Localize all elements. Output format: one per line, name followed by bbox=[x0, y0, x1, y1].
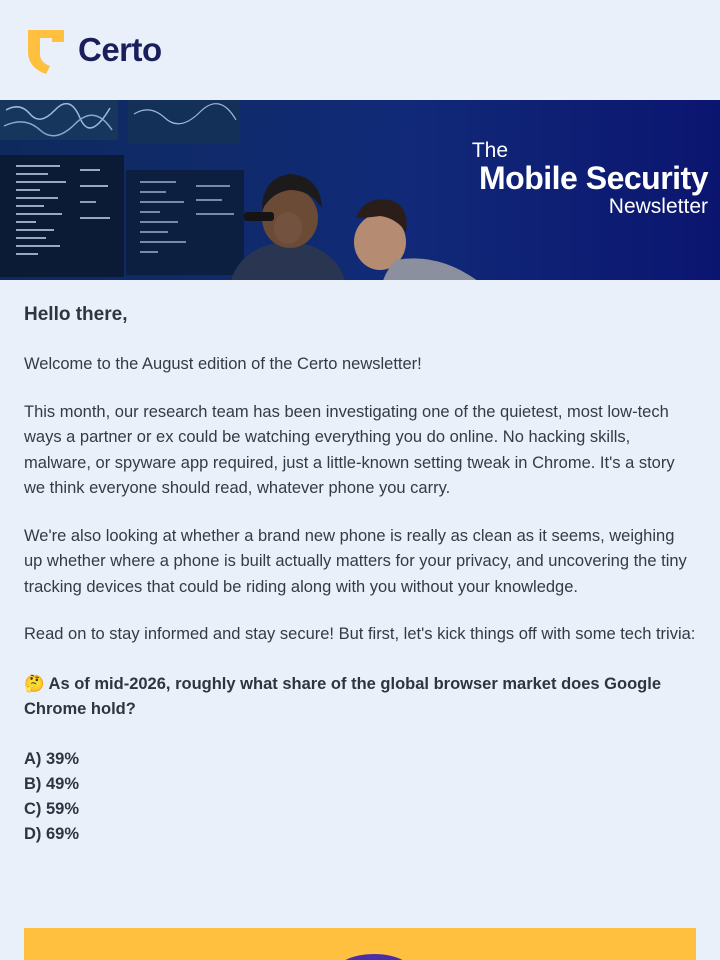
trivia-option-a[interactable]: A) 39% bbox=[24, 749, 80, 768]
banner-graphic bbox=[334, 954, 414, 960]
hero-title-line2: Mobile Security bbox=[479, 160, 708, 197]
trivia-intro-paragraph: Read on to stay informed and stay secure! But first, let's kick things off with some tech trivia: bbox=[24, 625, 696, 643]
newsletter-header bbox=[0, 0, 720, 100]
trivia-option-d[interactable]: D) 69% bbox=[24, 824, 80, 843]
greeting: Hello there, bbox=[24, 304, 128, 325]
certo-logo-icon[interactable] bbox=[24, 24, 68, 76]
hero-title-line3: Newsletter bbox=[608, 194, 708, 218]
yellow-promo-banner bbox=[24, 928, 696, 960]
trivia-question bbox=[24, 672, 696, 723]
topics-paragraph: We're also looking at whether a brand new phone is really as clean as it seems, weighing up whether where a phone is built actually matters for your privacy, and uncovering the tiny tracking devices that could be riding along with you without your knowledge. bbox=[24, 526, 687, 596]
trivia-option-b[interactable]: B) 49% bbox=[24, 774, 80, 793]
trivia-option-c[interactable]: C) 59% bbox=[24, 799, 80, 818]
trivia-options bbox=[24, 747, 696, 847]
research-paragraph: This month, our research team has been investigating one of the quietest, most low-tech ways a partner or ex could be watching everything you do online. No hacking skills, malware, or spyware app required, just a little-known setting tweak in Chrome. It's a story we think everyone should read, whatever phone you carry. bbox=[24, 402, 675, 497]
intro-paragraph: Welcome to the August edition of the Certo newsletter! bbox=[24, 355, 422, 373]
hero-title-line1: The bbox=[471, 139, 508, 162]
brand-name[interactable]: Certo bbox=[78, 31, 162, 68]
thinking-face-icon: 🤔 bbox=[24, 674, 45, 693]
trivia-question-text: As of mid-2026, roughly what share of the global browser market does Google Chrome hold? bbox=[24, 674, 661, 718]
newsletter-body bbox=[0, 304, 720, 847]
hero-banner bbox=[0, 100, 720, 280]
hero-title bbox=[472, 140, 708, 218]
